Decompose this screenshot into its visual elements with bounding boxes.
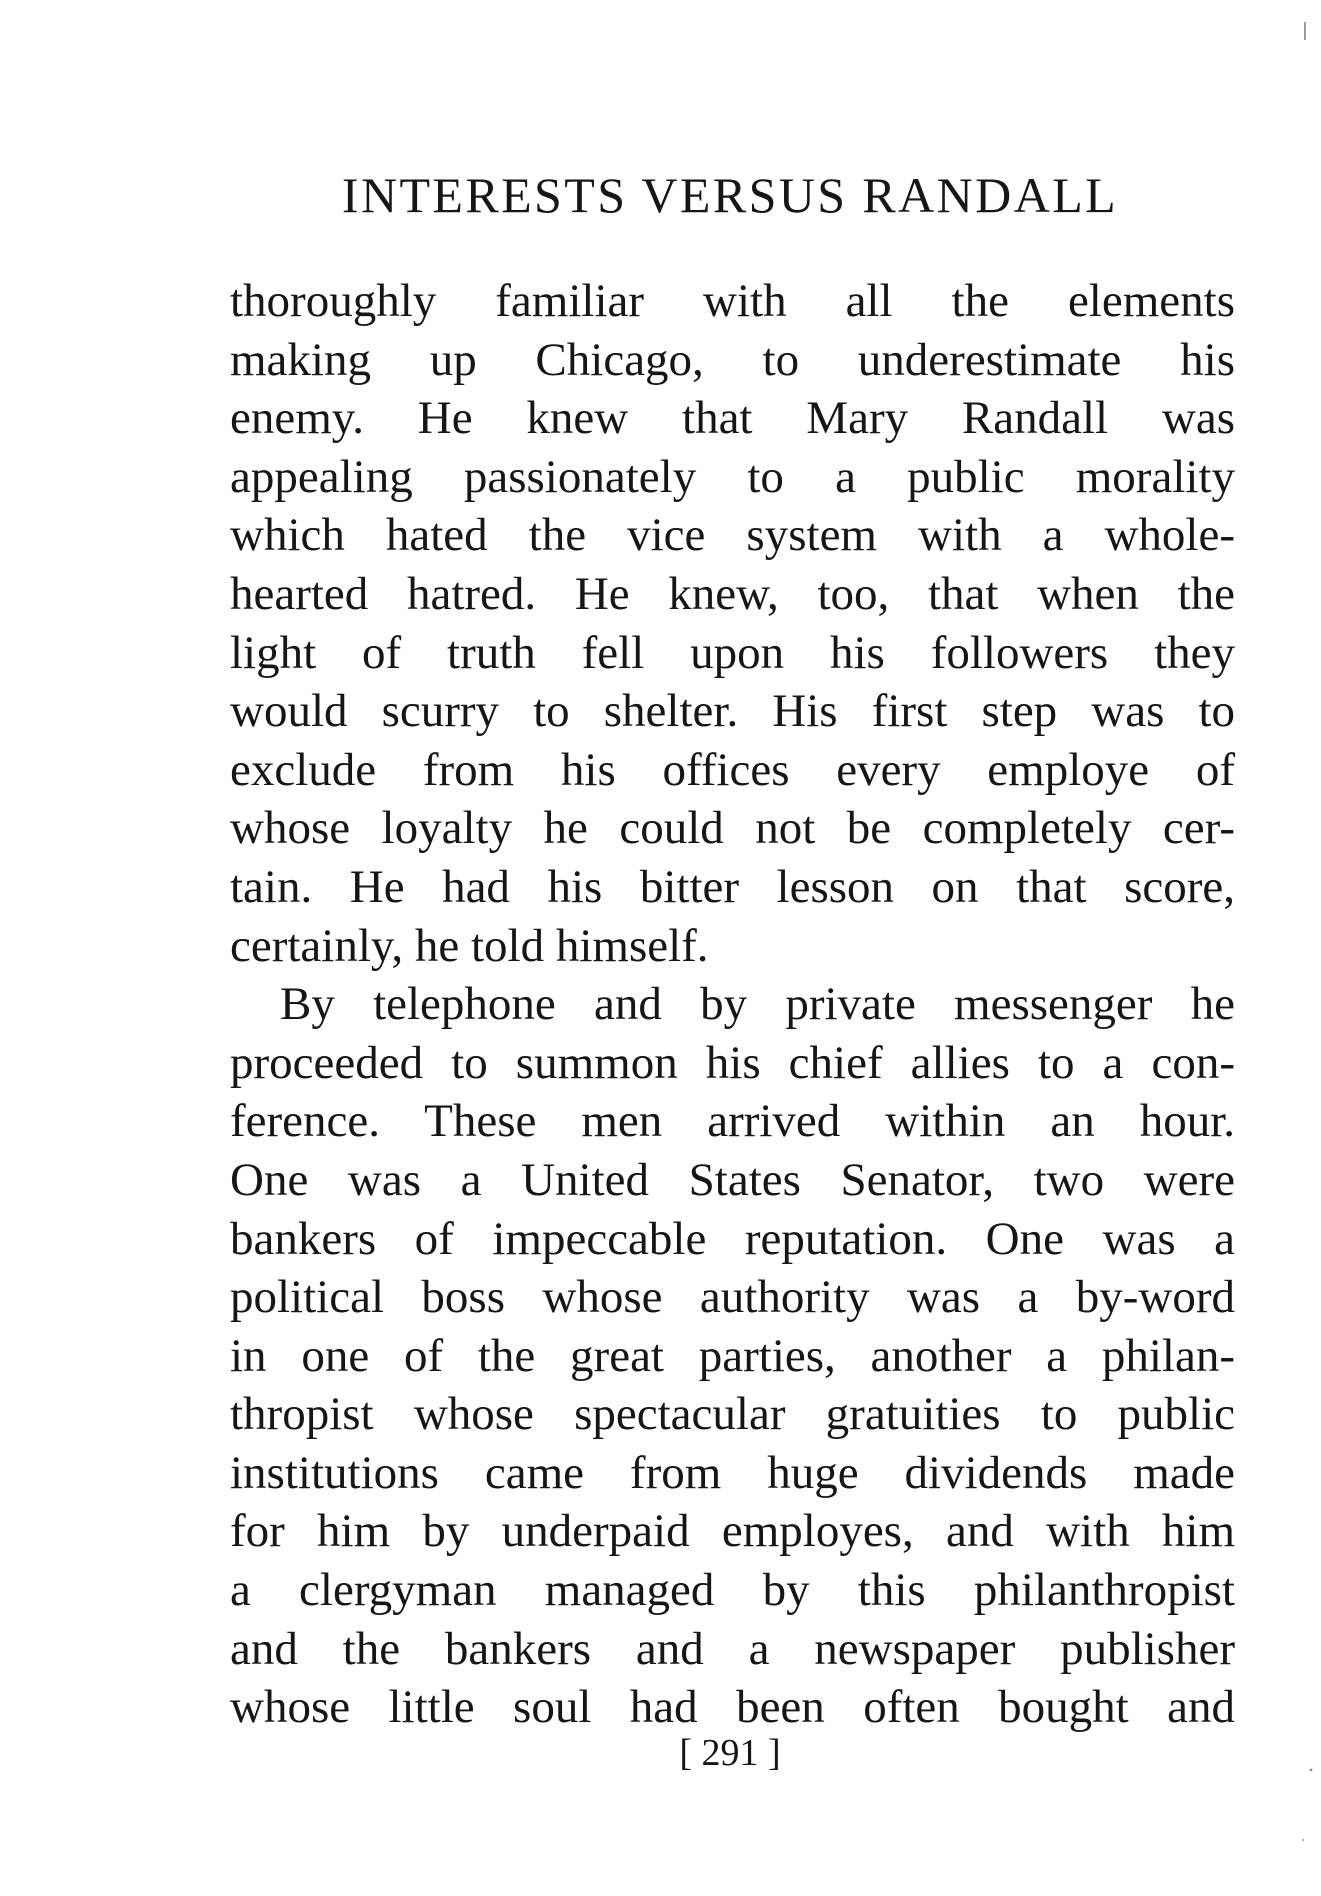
text-line: a clergyman managed by this philanthropist bbox=[230, 1564, 1235, 1617]
text-line: political boss whose authority was a by-word bbox=[230, 1271, 1235, 1324]
text-line: enemy. He knew that Mary Randall was bbox=[230, 392, 1235, 445]
text-line: for him by underpaid employes, and with him bbox=[230, 1505, 1235, 1558]
text-line: thoroughly familiar with all the elements bbox=[230, 275, 1235, 327]
text-line: whose little soul had been often bought and bbox=[230, 1681, 1235, 1734]
text-line: certainly, he told himself. bbox=[230, 919, 709, 972]
paragraph-1 bbox=[230, 272, 1235, 975]
text-line: bankers of impeccable reputation. One was a bbox=[230, 1212, 1235, 1265]
text-line: proceeded to summon his chief allies to a con- bbox=[230, 1036, 1235, 1089]
text-line: whose loyalty he could not be completely cer- bbox=[230, 802, 1235, 855]
text-line: exclude from his offices every employe of bbox=[230, 743, 1235, 796]
text-line: hearted hatred. He knew, too, that when the bbox=[230, 567, 1235, 620]
body-text bbox=[230, 272, 1235, 1737]
text-line: making up Chicago, to underestimate his bbox=[230, 333, 1235, 386]
text-line: ference. These men arrived within an hour. bbox=[230, 1095, 1235, 1148]
text-line: thropist whose spectacular gratuities to public bbox=[230, 1388, 1235, 1441]
text-line: which hated the vice system with a whole- bbox=[230, 509, 1235, 562]
text-line: light of truth fell upon his followers they bbox=[230, 626, 1235, 679]
text-line: and the bankers and a newspaper publisher bbox=[230, 1622, 1235, 1675]
page-number: [ 291 ] bbox=[679, 1732, 781, 1774]
text-line: in one of the great parties, another a philan- bbox=[230, 1329, 1235, 1382]
text-line: One was a United States Senator, two were bbox=[230, 1153, 1235, 1206]
text-line: By telephone and by private messenger he bbox=[280, 978, 1235, 1031]
text-line: tain. He had his bitter lesson on that score, bbox=[230, 860, 1235, 913]
text-line: institutions came from huge dividends made bbox=[230, 1446, 1235, 1499]
text-line: would scurry to shelter. His first step was to bbox=[230, 685, 1235, 738]
running-head: INTERESTS VERSUS RANDALL bbox=[341, 167, 1119, 223]
text-line: appealing passionately to a public morality bbox=[230, 450, 1235, 503]
scan-specks bbox=[1291, 0, 1321, 1896]
paragraph-2 bbox=[230, 975, 1235, 1737]
